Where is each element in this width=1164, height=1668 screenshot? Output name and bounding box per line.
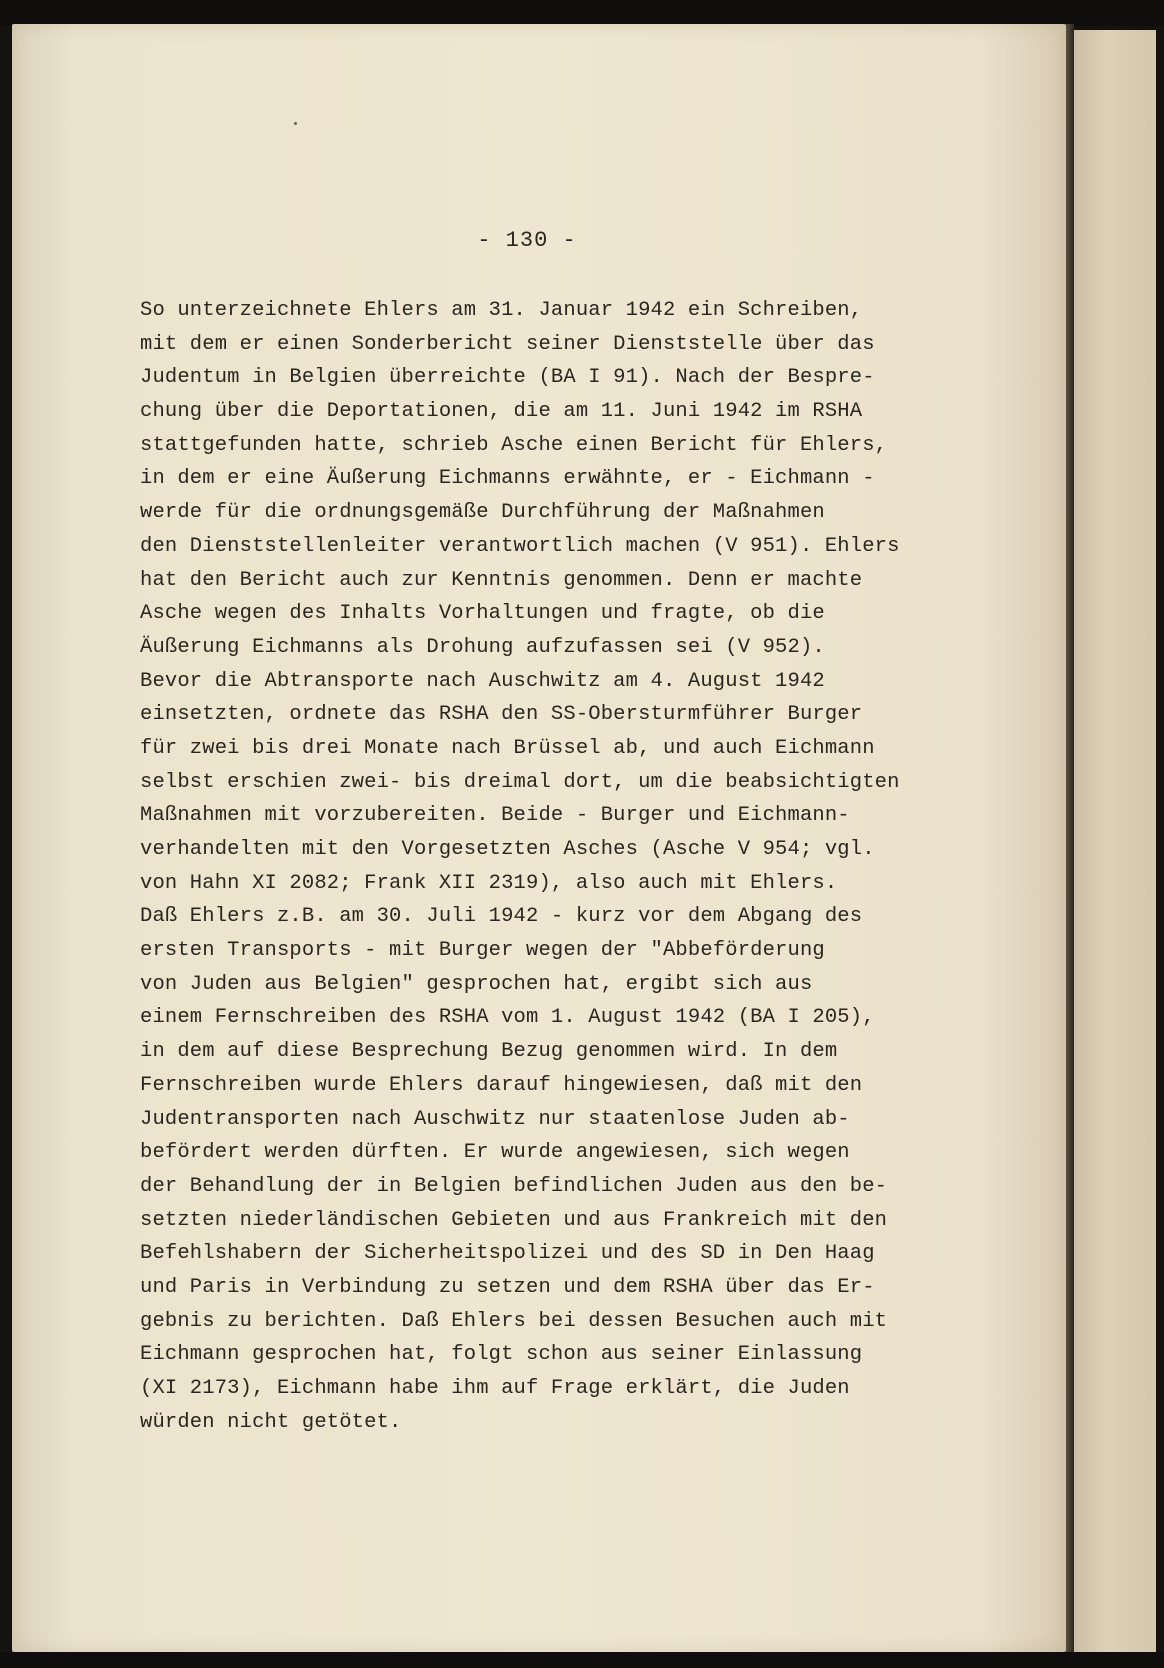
text-line: für zwei bis drei Monate nach Brüssel ab, und auch Eichmann <box>140 736 875 760</box>
text-line: von Juden aus Belgien" gesprochen hat, ergibt sich aus <box>140 972 813 996</box>
text-line: Bevor die Abtransporte nach Auschwitz am 4. August 1942 <box>140 669 825 693</box>
text-line: ersten Transports - mit Burger wegen der "Abbeförderung <box>140 939 825 963</box>
text-line: hat den Bericht auch zur Kenntnis genommen. Denn er machte <box>140 568 863 592</box>
text-line: gebnis zu berichten. Daß Ehlers bei dessen Besuchen auch mit <box>140 1309 888 1333</box>
text-line: und Paris in Verbindung zu setzen und dem RSHA über das Er- <box>140 1275 875 1299</box>
text-line: Judentransporten nach Auschwitz nur staatenlose Juden ab- <box>140 1107 850 1131</box>
paper-speck <box>294 122 297 125</box>
text-line: chung über die Deportationen, die am 11. Juni 1942 im RSHA <box>140 400 863 424</box>
text-line: Fernschreiben wurde Ehlers darauf hingewiesen, daß mit den <box>140 1073 863 1097</box>
text-line: Befehlshabern der Sicherheitspolizei und des SD in Den Haag <box>140 1242 875 1266</box>
text-line: würden nicht getötet. <box>140 1410 402 1434</box>
text-line: So unterzeichnete Ehlers am 31. Januar 1942 ein Schreiben, <box>140 299 863 322</box>
text-line: Eichmann gesprochen hat, folgt schon aus seiner Einlassung <box>140 1343 863 1367</box>
text-line: von Hahn XI 2082; Frank XII 2319), also auch mit Ehlers. <box>140 871 838 895</box>
text-line: Asche wegen des Inhalts Vorhaltungen und fragte, ob die <box>140 602 825 626</box>
body-text <box>140 294 1080 1439</box>
text-line: den Dienststellenleiter verantwortlich machen (V 951). Ehlers <box>140 534 900 558</box>
text-line: stattgefunden hatte, schrieb Asche einen Bericht für Ehlers, <box>140 433 888 457</box>
text-line: Maßnahmen mit vorzubereiten. Beide - Burger und Eichmann- <box>140 804 850 828</box>
text-line: in dem er eine Äußerung Eichmanns erwähnte, er - Eichmann - <box>140 467 875 491</box>
text-line: einsetzten, ordnete das RSHA den SS-Obersturmführer Burger <box>140 703 863 727</box>
document-page <box>12 24 1066 1652</box>
page-number: - 130 - <box>477 228 577 253</box>
adjacent-page-edge <box>1074 30 1156 1652</box>
text-line: befördert werden dürften. Er wurde angewiesen, sich wegen <box>140 1141 850 1165</box>
text-line: mit dem er einen Sonderbericht seiner Dienststelle über das <box>140 332 875 356</box>
text-line: setzten niederländischen Gebieten und aus Frankreich mit den <box>140 1208 888 1232</box>
text-line: der Behandlung der in Belgien befindlichen Juden aus den be- <box>140 1174 888 1198</box>
text-line: verhandelten mit den Vorgesetzten Asches (Asche V 954; vgl. <box>140 838 875 861</box>
text-line: Äußerung Eichmanns als Drohung aufzufassen sei (V 952). <box>140 635 825 659</box>
text-line: Judentum in Belgien überreichte (BA I 91). Nach der Bespre- <box>140 366 875 390</box>
page-gutter-shadow <box>1066 24 1074 1652</box>
text-line: werde für die ordnungsgemäße Durchführung der Maßnahmen <box>140 501 825 525</box>
text-line: (XI 2173), Eichmann habe ihm auf Frage erklärt, die Juden <box>140 1377 850 1400</box>
scanner-bottom-border <box>0 1652 1164 1668</box>
text-line: selbst erschien zwei- bis dreimal dort, um die beabsichtigten <box>140 770 900 794</box>
text-line: Daß Ehlers z.B. am 30. Juli 1942 - kurz vor dem Abgang des <box>140 905 863 929</box>
text-line: in dem auf diese Besprechung Bezug genommen wird. In dem <box>140 1040 838 1064</box>
text-line: einem Fernschreiben des RSHA vom 1. August 1942 (BA I 205), <box>140 1006 875 1030</box>
scanner-top-border <box>0 0 1164 26</box>
